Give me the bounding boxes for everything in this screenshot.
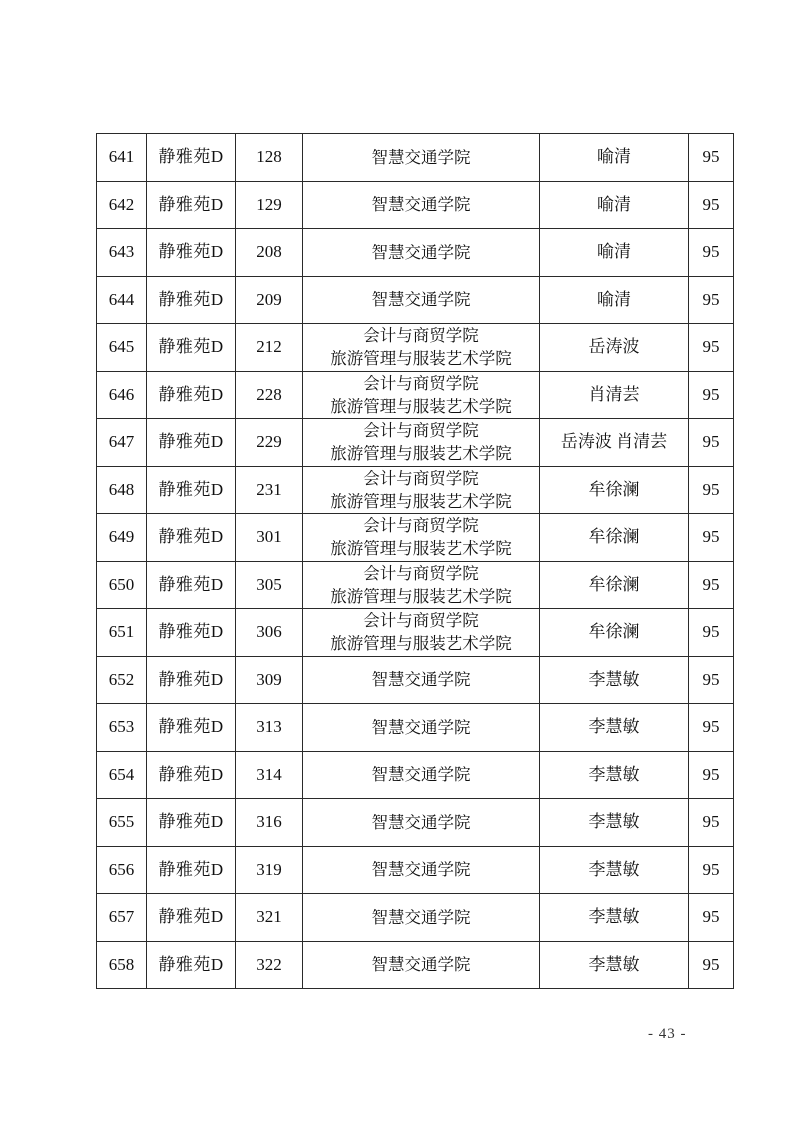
cell-number: 644	[97, 276, 147, 324]
cell-building: 静雅苑D	[147, 419, 236, 467]
cell-number: 648	[97, 466, 147, 514]
cell-room: 209	[236, 276, 303, 324]
cell-person: 牟徐澜	[540, 609, 689, 657]
unit-line: 智慧交通学院	[371, 195, 471, 215]
cell-building: 静雅苑D	[147, 609, 236, 657]
cell-score: 95	[689, 894, 734, 942]
cell-unit	[303, 704, 540, 752]
table-row	[97, 371, 734, 419]
cell-building: 静雅苑D	[147, 846, 236, 894]
cell-score: 95	[689, 656, 734, 704]
table-row	[97, 181, 734, 229]
unit-line: 智慧交通学院	[371, 670, 471, 690]
cell-score: 95	[689, 181, 734, 229]
cell-unit	[303, 656, 540, 704]
table-row	[97, 941, 734, 989]
cell-number: 642	[97, 181, 147, 229]
cell-person: 喻清	[540, 229, 689, 277]
unit-line: 智慧交通学院	[371, 242, 471, 262]
cell-number: 655	[97, 799, 147, 847]
cell-room: 229	[236, 419, 303, 467]
cell-unit	[303, 466, 540, 514]
cell-building: 静雅苑D	[147, 514, 236, 562]
cell-building: 静雅苑D	[147, 751, 236, 799]
cell-building: 静雅苑D	[147, 371, 236, 419]
cell-unit	[303, 799, 540, 847]
table-row	[97, 276, 734, 324]
cell-unit	[303, 419, 540, 467]
cell-number: 645	[97, 324, 147, 372]
cell-unit	[303, 561, 540, 609]
cell-room: 321	[236, 894, 303, 942]
cell-number: 643	[97, 229, 147, 277]
cell-building: 静雅苑D	[147, 134, 236, 182]
cell-person: 岳涛波 肖清芸	[540, 419, 689, 467]
unit-line: 智慧交通学院	[371, 765, 471, 785]
cell-unit	[303, 514, 540, 562]
cell-building: 静雅苑D	[147, 561, 236, 609]
cell-person: 李慧敏	[540, 941, 689, 989]
unit-line: 旅游管理与服装艺术学院	[330, 634, 512, 654]
cell-room: 208	[236, 229, 303, 277]
cell-room: 309	[236, 656, 303, 704]
unit-line: 旅游管理与服装艺术学院	[330, 349, 512, 369]
unit-line: 智慧交通学院	[371, 812, 471, 832]
unit-line: 旅游管理与服装艺术学院	[330, 539, 512, 559]
cell-score: 95	[689, 704, 734, 752]
table-row	[97, 799, 734, 847]
cell-number: 649	[97, 514, 147, 562]
cell-number: 647	[97, 419, 147, 467]
cell-score: 95	[689, 276, 734, 324]
unit-line: 智慧交通学院	[371, 860, 471, 880]
cell-room: 319	[236, 846, 303, 894]
cell-person: 李慧敏	[540, 751, 689, 799]
cell-score: 95	[689, 609, 734, 657]
cell-score: 95	[689, 561, 734, 609]
table-row	[97, 134, 734, 182]
page-number: - 43 -	[648, 1026, 687, 1042]
cell-room: 231	[236, 466, 303, 514]
unit-line: 会计与商贸学院	[363, 563, 479, 583]
table-row	[97, 609, 734, 657]
unit-line: 会计与商贸学院	[363, 468, 479, 488]
cell-person: 李慧敏	[540, 894, 689, 942]
cell-number: 658	[97, 941, 147, 989]
unit-line: 旅游管理与服装艺术学院	[330, 444, 512, 464]
cell-unit	[303, 324, 540, 372]
cell-room: 212	[236, 324, 303, 372]
unit-line: 智慧交通学院	[371, 955, 471, 975]
cell-room: 306	[236, 609, 303, 657]
cell-room: 314	[236, 751, 303, 799]
cell-unit	[303, 609, 540, 657]
cell-building: 静雅苑D	[147, 324, 236, 372]
cell-building: 静雅苑D	[147, 181, 236, 229]
cell-building: 静雅苑D	[147, 656, 236, 704]
cell-building: 静雅苑D	[147, 894, 236, 942]
cell-person: 喻清	[540, 181, 689, 229]
cell-building: 静雅苑D	[147, 229, 236, 277]
cell-building: 静雅苑D	[147, 799, 236, 847]
cell-person: 肖清芸	[540, 371, 689, 419]
unit-line: 旅游管理与服装艺术学院	[330, 491, 512, 511]
cell-room: 301	[236, 514, 303, 562]
cell-person: 喻清	[540, 134, 689, 182]
table-row	[97, 704, 734, 752]
unit-line: 智慧交通学院	[371, 147, 471, 167]
unit-line: 会计与商贸学院	[363, 373, 479, 393]
unit-line: 旅游管理与服装艺术学院	[330, 396, 512, 416]
cell-room: 313	[236, 704, 303, 752]
table-row	[97, 561, 734, 609]
table-row	[97, 656, 734, 704]
table-row	[97, 229, 734, 277]
cell-building: 静雅苑D	[147, 276, 236, 324]
cell-person: 牟徐澜	[540, 514, 689, 562]
cell-score: 95	[689, 324, 734, 372]
unit-line: 智慧交通学院	[371, 290, 471, 310]
cell-room: 316	[236, 799, 303, 847]
cell-unit	[303, 941, 540, 989]
cell-person: 李慧敏	[540, 846, 689, 894]
cell-number: 641	[97, 134, 147, 182]
cell-score: 95	[689, 229, 734, 277]
cell-score: 95	[689, 371, 734, 419]
table-row	[97, 419, 734, 467]
cell-number: 653	[97, 704, 147, 752]
table-row	[97, 466, 734, 514]
unit-line: 智慧交通学院	[371, 717, 471, 737]
table-body	[97, 134, 734, 989]
cell-number: 654	[97, 751, 147, 799]
cell-unit	[303, 229, 540, 277]
table-row	[97, 894, 734, 942]
cell-score: 95	[689, 419, 734, 467]
table-row	[97, 846, 734, 894]
unit-line: 会计与商贸学院	[363, 421, 479, 441]
cell-score: 95	[689, 846, 734, 894]
cell-unit	[303, 276, 540, 324]
cell-score: 95	[689, 941, 734, 989]
cell-number: 650	[97, 561, 147, 609]
unit-line: 会计与商贸学院	[363, 516, 479, 536]
cell-room: 128	[236, 134, 303, 182]
cell-room: 322	[236, 941, 303, 989]
unit-line: 会计与商贸学院	[363, 611, 479, 631]
table-row	[97, 751, 734, 799]
cell-number: 652	[97, 656, 147, 704]
cell-number: 657	[97, 894, 147, 942]
unit-line: 会计与商贸学院	[363, 326, 479, 346]
cell-number: 651	[97, 609, 147, 657]
table-row	[97, 324, 734, 372]
cell-unit	[303, 371, 540, 419]
cell-building: 静雅苑D	[147, 466, 236, 514]
cell-person: 李慧敏	[540, 656, 689, 704]
cell-room: 228	[236, 371, 303, 419]
cell-number: 646	[97, 371, 147, 419]
inspection-score-table	[96, 133, 734, 989]
cell-score: 95	[689, 799, 734, 847]
cell-score: 95	[689, 751, 734, 799]
cell-room: 305	[236, 561, 303, 609]
unit-line: 旅游管理与服装艺术学院	[330, 586, 512, 606]
cell-person: 李慧敏	[540, 704, 689, 752]
cell-unit	[303, 181, 540, 229]
cell-number: 656	[97, 846, 147, 894]
cell-person: 岳涛波	[540, 324, 689, 372]
cell-unit	[303, 894, 540, 942]
cell-person: 牟徐澜	[540, 561, 689, 609]
cell-building: 静雅苑D	[147, 704, 236, 752]
cell-room: 129	[236, 181, 303, 229]
cell-unit	[303, 134, 540, 182]
cell-unit	[303, 751, 540, 799]
cell-person: 牟徐澜	[540, 466, 689, 514]
cell-score: 95	[689, 134, 734, 182]
cell-person: 李慧敏	[540, 799, 689, 847]
table-row	[97, 514, 734, 562]
cell-score: 95	[689, 466, 734, 514]
cell-unit	[303, 846, 540, 894]
unit-line: 智慧交通学院	[371, 907, 471, 927]
cell-person: 喻清	[540, 276, 689, 324]
cell-score: 95	[689, 514, 734, 562]
cell-building: 静雅苑D	[147, 941, 236, 989]
